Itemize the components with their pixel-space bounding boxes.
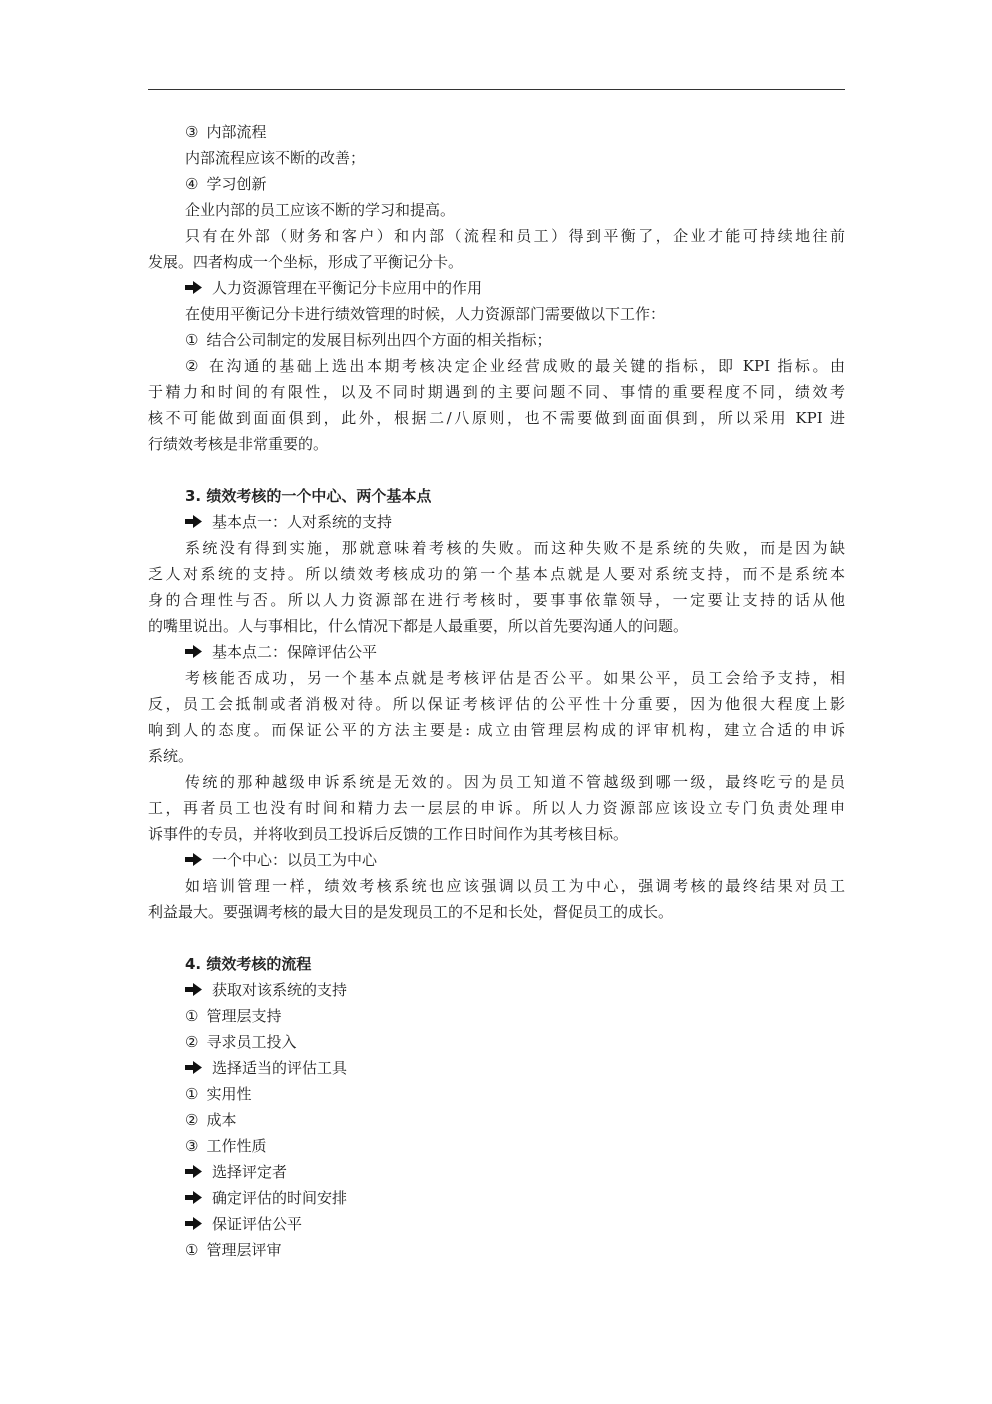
arrow-bullet-text: 获取对该系统的支持 xyxy=(212,981,348,999)
numbered-item xyxy=(148,119,845,145)
item-text: 工作性质 xyxy=(206,1137,267,1155)
paragraph-first-line: 企业内部的员工应该不断的学习和提高。 xyxy=(185,201,456,219)
item-text: 在沟通的基础上选出本期考核决定企业经营成败的最关键的指标，即 KPI 指标。由 xyxy=(209,357,845,375)
item-text: 学习创新 xyxy=(206,175,267,193)
arrow-bullet-item xyxy=(148,847,845,873)
numbered-item xyxy=(148,1003,845,1029)
arrow-bullet-icon xyxy=(185,281,202,294)
arrow-bullet-item xyxy=(148,509,845,535)
item-number: ② xyxy=(185,1033,199,1051)
section-heading: 3. 绩效考核的一个中心、两个基本点 xyxy=(185,487,432,505)
arrow-bullet-icon xyxy=(185,1165,202,1178)
arrow-bullet-item xyxy=(148,275,845,301)
body-text-line: 工，再者员工也没有时间和精力去一层层的申诉。所以人力资源部应该设立专门负责处理申 xyxy=(148,799,845,817)
arrow-bullet-icon xyxy=(185,1217,202,1230)
body-text-line: 的嘴里说出。人与事相比，什么情况下都是人最重要，所以首先要沟通人的问题。 xyxy=(148,617,689,635)
arrow-bullet-item xyxy=(148,639,845,665)
arrow-bullet-item xyxy=(148,1055,845,1081)
arrow-bullet-item xyxy=(148,977,845,1003)
arrow-bullet-icon xyxy=(185,1061,202,1074)
body-text-line: 行绩效考核是非常重要的。 xyxy=(148,435,329,453)
paragraph-first-line: 只有在外部（财务和客户）和内部（流程和员工）得到平衡了，企业才能可持续地往前 xyxy=(185,227,845,245)
body-text-line: 利益最大。要强调考核的最大目的是发现员工的不足和长处，督促员工的成长。 xyxy=(148,903,674,921)
arrow-bullet-text: 基本点二：保障评估公平 xyxy=(212,643,378,661)
item-number: ④ xyxy=(185,175,199,193)
header-rule xyxy=(148,89,845,90)
item-text: 管理层评审 xyxy=(206,1241,282,1259)
body-text-line: 于精力和时间的有限性，以及不同时期遇到的主要问题不同、事情的重要程度不同，绩效考 xyxy=(148,383,845,401)
numbered-item xyxy=(148,171,845,197)
item-text: 内部流程 xyxy=(206,123,267,141)
paragraph-gap xyxy=(148,925,845,951)
arrow-bullet-text: 选择适当的评估工具 xyxy=(212,1059,348,1077)
paragraph-first-line: 传统的那种越级申诉系统是无效的。因为员工知道不管越级到哪一级，最终吃亏的是员 xyxy=(185,773,845,791)
item-number: ① xyxy=(185,1085,199,1103)
paragraph-first-line: 在使用平衡记分卡进行绩效管理的时候，人力资源部门需要做以下工作： xyxy=(185,305,666,323)
arrow-bullet-text: 一个中心：以员工为中心 xyxy=(212,851,378,869)
arrow-bullet-icon xyxy=(185,1191,202,1204)
arrow-bullet-text: 选择评定者 xyxy=(212,1163,288,1181)
arrow-bullet-text: 确定评估的时间安排 xyxy=(212,1189,348,1207)
body-text-line: 响到人的态度。而保证公平的方法主要是: 成立由管理层构成的评审机构，建立合适的申诉 xyxy=(148,721,845,739)
arrow-bullet-text: 保证评估公平 xyxy=(212,1215,303,1233)
numbered-item xyxy=(148,353,845,379)
arrow-bullet-icon xyxy=(185,853,202,866)
item-text: 结合公司制定的发展目标列出四个方面的相关指标； xyxy=(206,331,552,349)
item-number: ② xyxy=(185,1111,199,1129)
body-text-line: 反，员工会抵制或者消极对待。所以保证考核评估的公平性十分重要，因为他很大程度上影 xyxy=(148,695,845,713)
item-text: 管理层支持 xyxy=(206,1007,282,1025)
paragraph-first-line: 考核能否成功，另一个基本点就是考核评估是否公平。如果公平，员工会给予支持，相 xyxy=(185,669,845,687)
numbered-item xyxy=(148,1029,845,1055)
numbered-item xyxy=(148,1133,845,1159)
paragraph-gap xyxy=(148,457,845,483)
body-text-line: 身的合理性与否。所以人力资源部在进行考核时，要事事依靠领导，一定要让支持的话从他 xyxy=(148,591,845,609)
arrow-bullet-item xyxy=(148,1185,845,1211)
section-heading: 4. 绩效考核的流程 xyxy=(185,955,312,973)
arrow-bullet-item xyxy=(148,1211,845,1237)
item-text: 寻求员工投入 xyxy=(206,1033,297,1051)
item-number: ① xyxy=(185,331,199,349)
numbered-item xyxy=(148,1237,845,1263)
item-text: 成本 xyxy=(206,1111,237,1129)
numbered-item xyxy=(148,327,845,353)
numbered-item xyxy=(148,1107,845,1133)
item-number: ① xyxy=(185,1241,199,1259)
document-body xyxy=(148,119,845,1263)
item-number: ③ xyxy=(185,1137,199,1155)
body-text-line: 核不可能做到面面俱到，此外，根据二/八原则，也不需要做到面面俱到，所以采用 KPI 进 xyxy=(148,409,845,427)
body-text-line: 诉事件的专员，并将收到员工投诉后反馈的工作日时间作为其考核目标。 xyxy=(148,825,629,843)
body-text-line: 发展。四者构成一个坐标，形成了平衡记分卡。 xyxy=(148,253,464,271)
arrow-bullet-icon xyxy=(185,515,202,528)
arrow-bullet-icon xyxy=(185,645,202,658)
paragraph-first-line: 内部流程应该不断的改善； xyxy=(185,149,366,167)
paragraph-first-line: 如培训管理一样，绩效考核系统也应该强调以员工为中心，强调考核的最终结果对员工 xyxy=(185,877,845,895)
item-number: ① xyxy=(185,1007,199,1025)
arrow-bullet-text: 基本点一：人对系统的支持 xyxy=(212,513,393,531)
arrow-bullet-item xyxy=(148,1159,845,1185)
numbered-item xyxy=(148,1081,845,1107)
body-text-line: 系统。 xyxy=(148,747,194,765)
item-text: 实用性 xyxy=(206,1085,252,1103)
body-text-line: 乏人对系统的支持。所以绩效考核成功的第一个基本点就是人要对系统支持，而不是系统本 xyxy=(148,565,845,583)
item-number: ② xyxy=(185,357,201,375)
arrow-bullet-icon xyxy=(185,983,202,996)
item-number: ③ xyxy=(185,123,199,141)
paragraph-first-line: 系统没有得到实施，那就意味着考核的失败。而这种失败不是系统的失败，而是因为缺 xyxy=(185,539,845,557)
arrow-bullet-text: 人力资源管理在平衡记分卡应用中的作用 xyxy=(212,279,483,297)
